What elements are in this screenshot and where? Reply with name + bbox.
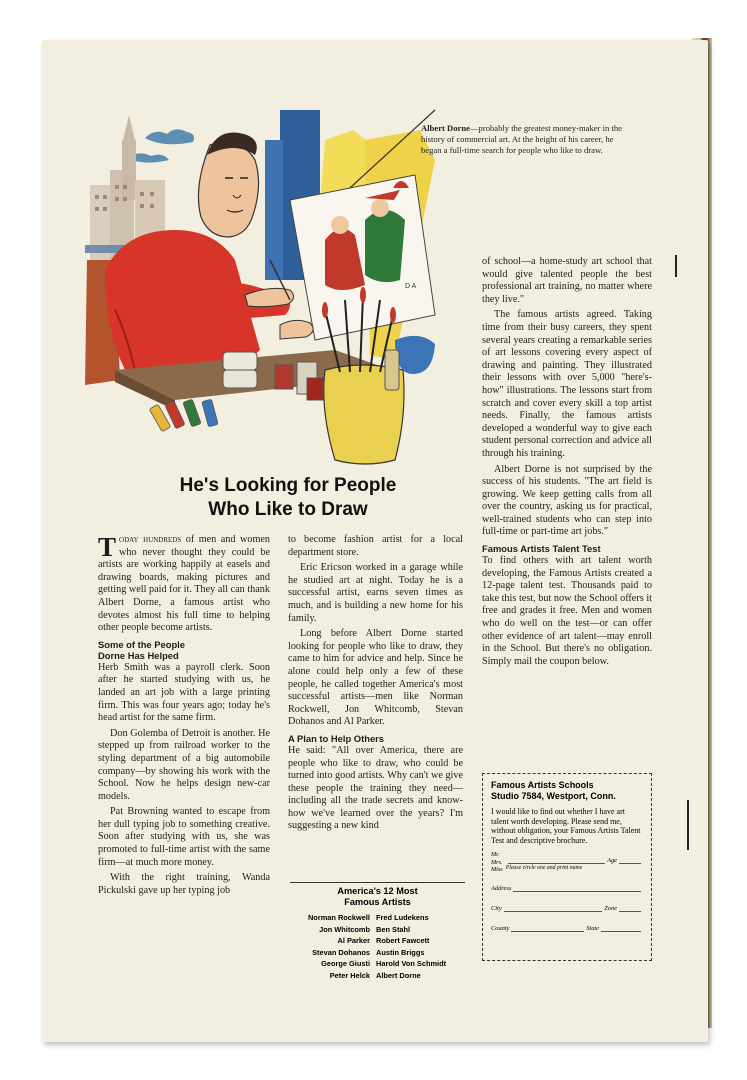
state-label: State [586, 924, 599, 932]
zone-label: Zone [604, 904, 617, 912]
paragraph-he-said: He said: "All over America, there are people who like to draw, who could be turned into good artists. Why can't we give these people the training they need—including all the trade secrets and know-how we've learned over the years? I'm suggesting a new kind [288, 744, 463, 832]
caption-name: Albert Dorne [421, 123, 470, 133]
headline-line-1: He's Looking for People [179, 475, 397, 496]
city-field[interactable] [504, 903, 603, 912]
albert-dorne-illustration [75, 100, 470, 475]
svg-text:D A: D A [405, 283, 417, 290]
artist-name: Harold Von Schmidt [376, 959, 447, 969]
paragraph-talent-test: To find others with art talent worth developing, the Famous Artists created a 12-page talent test. Thousands paid to take this test, but now the School offers it free and grades it free. Men and women who do well on the test—or can offer other evidence of art talent—may enroll in the School. But there's no obligation. Simply mail the coupon below. [482, 555, 652, 667]
illustration-caption [421, 123, 631, 156]
city-label: City [491, 904, 502, 912]
mail-in-coupon[interactable] [482, 773, 652, 961]
paragraph-home-study: of school—a home-study art school that would give talented people the best professional art training, no matter where they live." [482, 256, 652, 305]
intro-paragraph [98, 534, 270, 635]
salutation-options[interactable]: Mr. Mrs. Miss [491, 851, 503, 874]
artist-name: Ben Stahl [376, 924, 411, 934]
address-label: Address [491, 884, 512, 892]
artist-name: Austin Briggs [376, 947, 425, 957]
subhead-plan: A Plan to Help Others [288, 732, 385, 744]
artists-list-title: America's 12 Most Famous Artists [337, 886, 418, 907]
page-edge-mark [675, 255, 677, 277]
famous-artists-list [290, 882, 465, 982]
paragraph-artists-agreed: The famous artists agreed. Taking time from their busy careers, they spent several years creating a remarkable series of art lessons covering every aspect of drawing and painting. They illustrated their lessons with over 5,000 "here's-how" illustrations. The lessons start from scratch and cover every skill a top artist needs. Finally, the famous artists developed a wonderful way to give each student personal correction and advice all through his training. [482, 309, 652, 459]
county-field[interactable] [511, 923, 584, 932]
paragraph-not-surprised: Albert Dorne is not surprised by the success of his students. "The art field is growing. We keep getting calls from all over the country, asking us for practical, well-trained students who can step into full-time or part-time art jobs." [482, 463, 652, 538]
page-edge-mark [687, 800, 689, 850]
coupon-title: Famous Artists Schools Studio 7584, Westport, Conn. [491, 780, 616, 801]
name-row[interactable] [491, 851, 643, 874]
artists-list-grid [290, 912, 465, 982]
paragraph-pat-browning: Pat Browning wanted to escape from her dull typing job to something creative. Soon after studying with us, she was promoted to full-time artist with the same firm—at much more money. [98, 806, 270, 868]
artist-name: Stevan Dohanos [312, 947, 370, 957]
artist-name: George Giusti [321, 959, 370, 969]
subhead-people-helped: Some of the People Dorne Has Helped [98, 638, 185, 661]
page-headline [98, 474, 478, 522]
drop-cap: T [98, 532, 117, 562]
paragraph-herb-smith: Herb Smith was a payroll clerk. Soon after he started studying with us, he landed an art job with a large printing firm. This was four years ago; today he's head artist for the same firm. [98, 661, 270, 724]
paragraph-wanda-pickulski: With the right training, Wanda Pickulski gave up her typing job [98, 872, 270, 896]
paragraph-eric-ericson: Eric Ericson worked in a garage while he studied art at night. Today he is a successful artist, earns seven times as much, and is building a new home for his family. [288, 562, 463, 624]
paragraph-don-golemba: Don Golemba of Detroit is another. He stepped up from railroad worker to the styling department of a big automobile company—by showing his work with the School. Now he helps design new-car models. [98, 727, 270, 802]
artist-name: Al Parker [337, 936, 370, 946]
county-label: County [491, 924, 510, 932]
address-field[interactable] [513, 883, 641, 892]
artist-name: Fred Ludekens [376, 913, 429, 922]
state-field[interactable] [601, 923, 641, 932]
subhead-talent-test: Famous Artists Talent Test [482, 543, 601, 555]
artist-name: Peter Helck [329, 970, 370, 980]
intro-text: of men and women who never thought they could be artists are working happily at easels and drawing boards, making pictures and getting well paid for it. They all can thank Albert Dorne, a famous artist who devotes almost his full time to helping other people become artists. [98, 534, 270, 634]
artist-name: Jon Whitcomb [319, 924, 370, 934]
paragraph-long-before: Long before Albert Dorne started looking for people who like to draw, they came to him for advice and help. Since he alone could help only a few of these people, he called together America's most successful artists—men like Norman Rockwell, Jon Whitcomb, Stevan Dohanos and Al Parker. [288, 628, 463, 728]
caption-text: —probably the greatest money-maker in the history of commercial art. At the height of his career, he began a full-time search for people who like to draw. [421, 123, 622, 155]
age-field[interactable] [619, 855, 641, 864]
artist-name: Norman Rockwell [307, 913, 370, 922]
paragraph-fashion-artist: to become fashion artist for a local department store. [288, 534, 463, 558]
artist-name: Robert Fawcett [376, 936, 430, 946]
zone-field[interactable] [619, 903, 641, 912]
name-field[interactable] [508, 855, 605, 864]
headline-line-2: Who Like to Draw [208, 499, 368, 520]
coupon-body: I would like to find out whether I have art talent worth developing. Please send me, without obligation, your Famous Artists Talent Test and descriptive brochure. [491, 807, 641, 845]
article-column-3 [482, 256, 652, 671]
age-label: Age [607, 857, 617, 865]
lead-small-caps: oday hundreds [119, 534, 182, 545]
artist-name: Albert Dorne [376, 970, 421, 980]
article-column-2 [288, 534, 463, 836]
article-column-1 [98, 534, 270, 900]
circle-note: Please circle one and print name [505, 865, 583, 872]
